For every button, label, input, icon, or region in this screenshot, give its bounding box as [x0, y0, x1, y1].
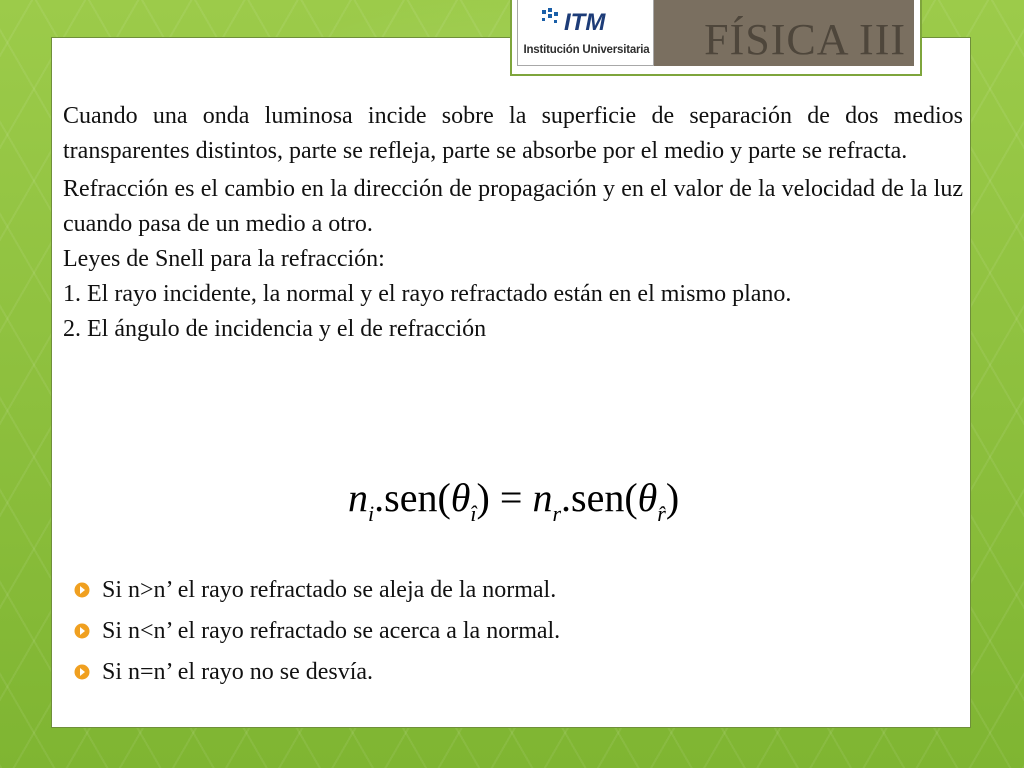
bullet-icon	[74, 623, 90, 639]
formula-equals: =	[499, 475, 523, 520]
bullet-list	[74, 570, 954, 693]
main-text	[63, 99, 963, 347]
formula-sen-right: .sen(	[561, 475, 638, 520]
formula-theta-right: θ	[637, 475, 658, 520]
formula-sub-r: r	[552, 501, 561, 526]
list-item	[74, 652, 954, 693]
snell-formula	[348, 474, 748, 534]
formula-close-right: )	[665, 475, 680, 520]
itm-logo	[517, 0, 654, 66]
formula-sen-left: .sen(	[374, 475, 451, 520]
bullet-text: Si n<n’ el rayo refractado se acerca a la normal.	[102, 618, 561, 644]
formula-close-left: )	[476, 475, 490, 520]
paragraph-definition: Refracción es el cambio en la dirección de propagación y en el valor de la velocidad de la luz cuando pasa de un medio a otro.	[63, 176, 963, 237]
laws-title: Leyes de Snell para la refracción:	[63, 246, 385, 272]
itm-logo-icon	[540, 6, 636, 38]
bullet-icon	[74, 582, 90, 598]
formula-n-i: n	[348, 475, 368, 520]
formula-sub-i: i	[368, 501, 375, 526]
bullet-text: Si n=n’ el rayo no se desvía.	[102, 659, 374, 685]
formula-theta-left: θ	[450, 475, 471, 520]
logo-text: ITM	[564, 9, 606, 36]
paragraph-intro: Cuando una onda luminosa incide sobre la superficie de separación de dos medios transparentes distintos, parte se refleja, parte se absorbe por el medio y parte se refracta.	[63, 103, 963, 164]
law-1: 1. El rayo incidente, la normal y el rayo refractado están en el mismo plano.	[63, 281, 792, 307]
logo-caption: Institución Universitaria	[523, 44, 650, 56]
formula-sub-ihat: î	[470, 501, 477, 526]
bullet-icon	[74, 664, 90, 680]
list-item	[74, 570, 954, 611]
formula-sub-rhat: r̂	[657, 501, 666, 526]
slide-title: FÍSICA III	[704, 15, 906, 64]
formula-n-r: n	[532, 475, 553, 520]
bullet-text: Si n>n’ el rayo refractado se aleja de la normal.	[102, 577, 557, 603]
title-bar	[654, 0, 914, 66]
law-2: 2. El ángulo de incidencia y el de refracción	[63, 316, 487, 342]
list-item	[74, 611, 954, 652]
